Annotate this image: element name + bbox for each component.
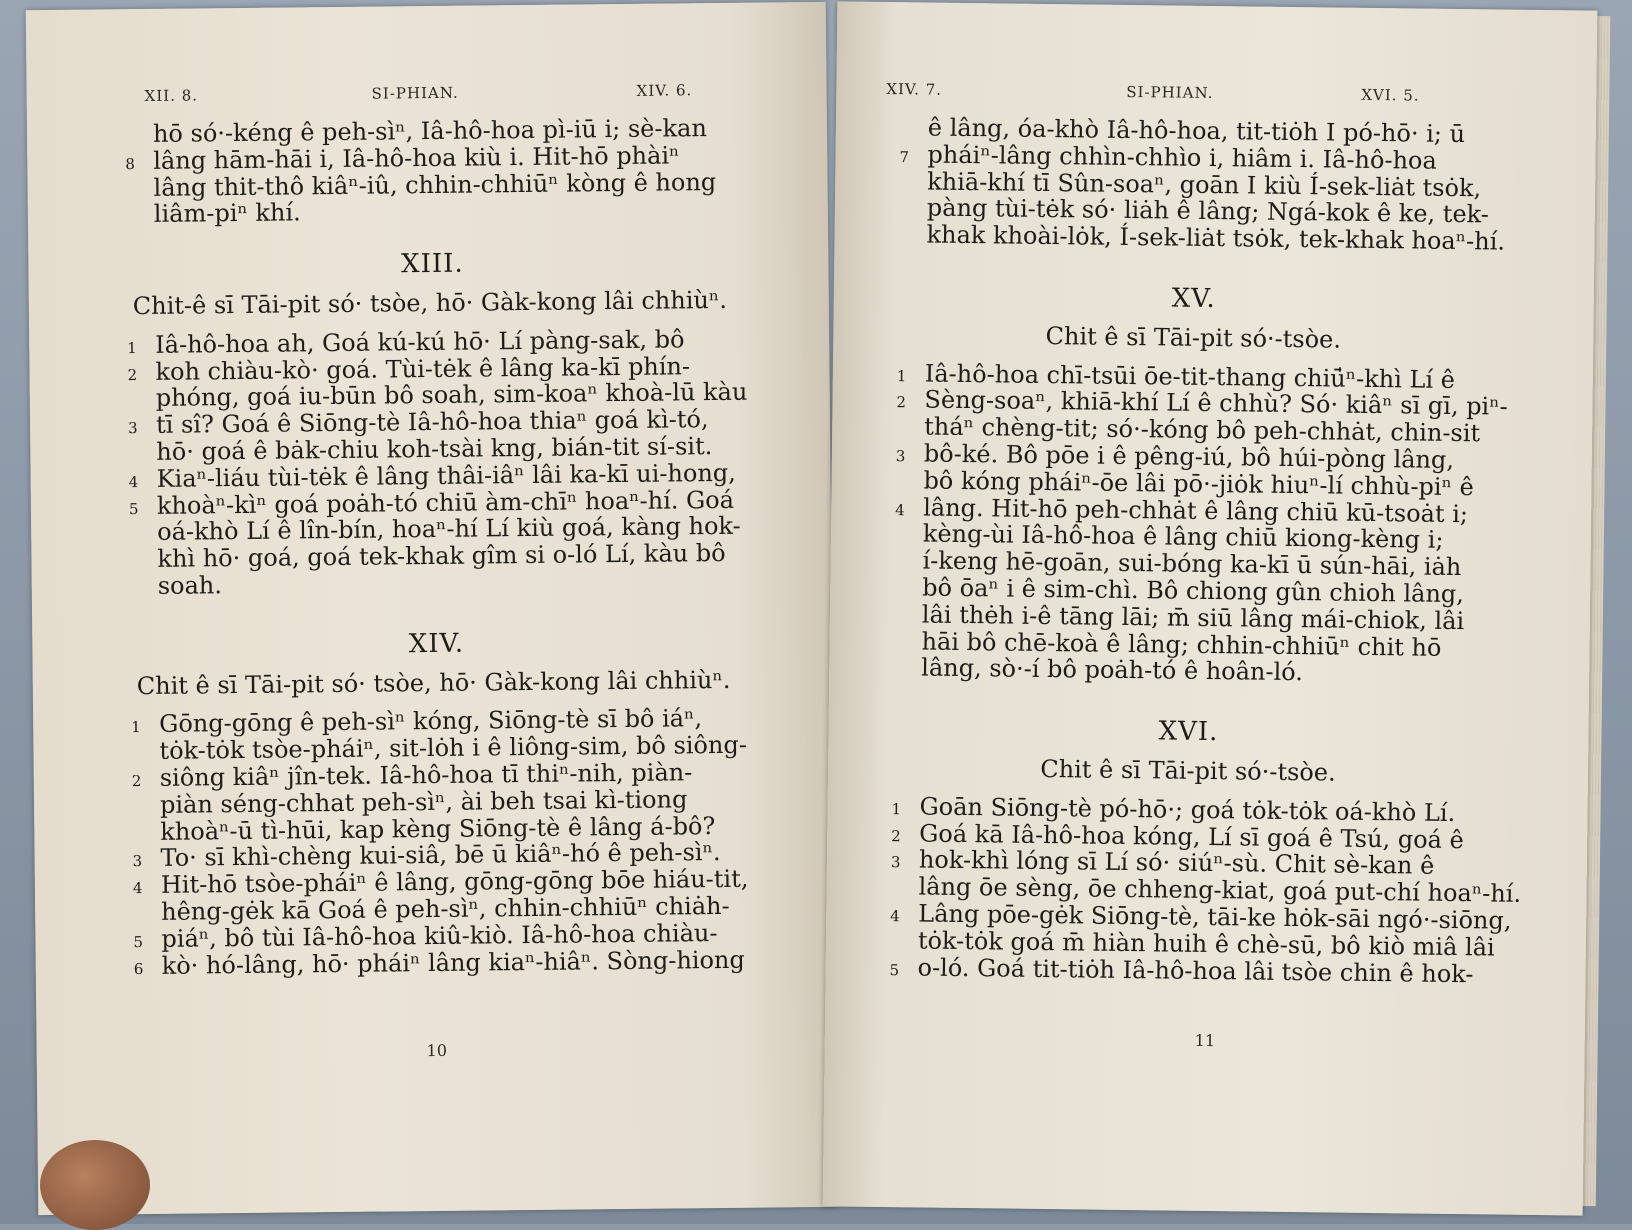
line-text: í-keng hē-goān, sui-bóng ka-kī ū sún-hāi, iȧh: [922, 546, 1462, 582]
chapter-heading-xv: XV.: [1171, 283, 1216, 315]
verse-number: 5: [133, 932, 144, 951]
verse-number: 2: [891, 826, 901, 845]
chapter-xvi-verses: [889, 792, 1522, 988]
line-text: kò· hó-lâng, hō· pháiⁿ lâng kiaⁿ-hiâⁿ. Sòng-hiong: [161, 945, 745, 980]
line-text: tȯk-tȯk goá m̄ hiàn huih ê chè-sū, bô kiò miâ lâi: [917, 926, 1495, 962]
line-text: soah.: [157, 571, 223, 600]
verse-number: 4: [132, 879, 143, 898]
chapter-superscription-xv: Chit ê sī Tāi-pit só·-tsòe.: [1045, 321, 1342, 354]
text-line: [904, 220, 1506, 256]
right-text-block: [889, 113, 1522, 988]
left-page: [26, 2, 839, 1215]
chapter-xiv-verses: [131, 704, 749, 980]
line-text: Hit-hō tsòe-pháiⁿ ê lâng, gōng-gōng bōe hiáu-tit,: [160, 864, 749, 899]
line-text: khak khoài-lȯk, Í-sek-liȧt tsȯk, tek-khak hoaⁿ-hí.: [926, 220, 1506, 256]
line-text: Goá kā Iâ-hô-hoa kóng, Lí sī goá ê Tsú, goá ê: [919, 818, 1464, 854]
text-line: [132, 195, 732, 228]
chapter-heading-xiii: XIII.: [400, 248, 464, 280]
chapter-superscription-xiii: Chit-ê sī Tāi-pit só· tsòe, hō· Gàk-kong lâi chhiùⁿ.: [132, 285, 728, 321]
chapter-xiii-verses: [127, 325, 748, 600]
line-text: lâng ōe sèng, ōe chheng-kiat, goá put-chí hoaⁿ-hí.: [918, 872, 1522, 908]
verse-number: 7: [899, 147, 910, 167]
verse-number: 6: [133, 959, 144, 978]
left-continuation-lines: [125, 114, 732, 229]
line-text: koh chiàu-kò· goá. Tùi-tėk ê lâng ka-kī phín-: [155, 351, 691, 386]
line-text: hāi bô chē-koà ê lâng; chhin-chhiūⁿ chit hō: [921, 627, 1442, 662]
line-text: Goān Siōng-tè pó-hō·; goá tȯk-tȯk oá-khò Lí.: [919, 792, 1456, 827]
chapter-xv-verses: [895, 359, 1508, 689]
line-text: Sèng-soaⁿ, khiā-khí Lí ê chhù? Só· kiâⁿ sī gī, piⁿ-: [924, 385, 1508, 421]
text-line: [133, 945, 745, 980]
chapter-superscription-xiv: Chit ê sī Tāi-pit só· tsòe, hō· Gàk-kong lâi chhiùⁿ.: [136, 665, 731, 700]
thumb: [40, 1140, 150, 1230]
verse-number: 5: [128, 499, 139, 518]
verse-number: 4: [128, 472, 139, 491]
verse-number: 1: [131, 718, 141, 737]
verse-number: 8: [125, 154, 135, 173]
left-header-ref-start: XII. 8.: [144, 86, 199, 105]
line-text: tī sî? Goá ê Siōng-tè Iâ-hô-hoa thiaⁿ goá kì-tó,: [155, 405, 709, 440]
line-text: kèng-ùi Iâ-hô-hoa ê lâng chiū kiong-kèng i;: [922, 519, 1444, 555]
line-text: tȯk-tȯk tsòe-pháiⁿ, sit-lȯh i ê liông-sim, bô siông-: [159, 730, 747, 766]
line-text: khiā-khí tī Sûn-soaⁿ, goān I kiù Í-sek-liȧt tsȯk,: [927, 167, 1482, 202]
line-text: To· sī khì-chèng kui-siâ, bē ū kiâⁿ-hó ê peh-sìⁿ.: [160, 838, 721, 873]
line-text: siông kiâⁿ jîn-tek. Iâ-hô-hoa tī thiⁿ-nih, piàn-: [159, 758, 693, 792]
line-text: bô ōaⁿ i ê sim-chì. Bô chiong gûn chioh lâng,: [922, 573, 1465, 609]
line-text: Iâ-hô-hoa ah, Goá kú-kú hō· Lí pàng-sak, bô: [155, 325, 685, 359]
verse-number: 3: [132, 852, 143, 871]
line-text: bô-ké. Bô pōe i ê pêng-iú, bô húi-pòng lâng,: [923, 439, 1455, 474]
line-text: khoàⁿ-ū tì-hūi, kap kèng Siōng-tè ê lâng á-bô?: [160, 811, 716, 846]
line-text: khoàⁿ-kìⁿ goá poȧh-tó chiū àm-chīⁿ hoaⁿ-hí. Goá: [156, 485, 735, 520]
line-text: Gōng-gōng ê peh-sìⁿ kóng, Siōng-tè sī bô iáⁿ,: [159, 704, 703, 739]
verse-number: 2: [896, 393, 907, 412]
verse-number: 1: [891, 799, 902, 818]
line-text: piáⁿ, bô tùi Iâ-hô-hoa kiû-kiò. Iâ-hô-hoa chiàu-: [161, 918, 718, 953]
line-text: liâm-piⁿ khí.: [153, 198, 301, 229]
chapter-superscription-xvi: Chit ê sī Tāi-pit só·-tsòe.: [1040, 754, 1336, 787]
line-text: ê lâng, óa-khò Iâ-hô-hoa, tit-tiȯh I pó-hō· i; ū: [927, 113, 1466, 149]
right-header-ref-end: XVI. 5.: [1361, 85, 1420, 105]
line-text: phóng, goá iu-būn bô soah, sim-koaⁿ khoà-lū kàu: [155, 378, 748, 413]
verse-number: 3: [895, 447, 906, 466]
line-text: lâng. Hit-hō peh-chhȧt ê lâng chiū kū-tsoȧt i;: [923, 493, 1469, 528]
line-text: Kiaⁿ-liáu tùi-tėk ê lâng thâi-iâⁿ lâi ka-kī ui-hong,: [156, 458, 736, 493]
line-text: Iâ-hô-hoa chī-tsūi ōe-tit-thang chiū̍ⁿ-khì Lí ê: [924, 359, 1456, 394]
line-text: hok-khì lóng sī Lí só· siúⁿ-sù. Chit sè-kan ê: [918, 845, 1435, 881]
line-text: hō· goá ê bȧk-chiu koh-tsài kng, bián-tit sí-sit.: [156, 432, 713, 466]
verse-number: 2: [131, 771, 142, 791]
chapter-heading-xvi: XVI.: [1158, 716, 1219, 748]
right-page: [823, 1, 1598, 1215]
text-line: [889, 952, 1475, 988]
line-text: bô kóng pháiⁿ-ōe lâi pō·-jiȯk hiuⁿ-lí chhù-piⁿ ê: [923, 466, 1474, 501]
verse-number: 2: [127, 365, 138, 384]
verse-number: 3: [890, 853, 901, 872]
left-running-title: SI-PHIAN.: [371, 83, 459, 103]
line-text: hō só·-kéng ê peh-sìⁿ, Iâ-hô-hoa pì-iū i; sè-kan: [152, 114, 707, 148]
verse-number: 1: [896, 366, 907, 385]
verse-number: 3: [128, 419, 138, 438]
right-running-title: SI-PHIAN.: [1126, 82, 1214, 103]
text-line: [136, 567, 736, 600]
right-continuation-lines: [899, 113, 1506, 256]
line-text: hêng-gėk kā Goá ê peh-sìⁿ, chhin-chhiūⁿ chiȧh-: [161, 891, 730, 926]
line-text: piàn séng-chhat peh-sìⁿ, ài beh tsai kì-tiong: [159, 785, 688, 819]
line-text: o-ló. Goá tit-tiȯh Iâ-hô-hoa lâi tsòe chin ê hok-: [917, 952, 1474, 988]
line-text: oá-khò Lí ê lîn-bín, hoaⁿ-hí Lí kiù goá, kàng hok-: [157, 512, 741, 547]
verse-number: 4: [890, 907, 900, 926]
text-line: [899, 655, 1479, 689]
line-text: pàng tùi-tėk só· liȧh ê lâng; Ngá-kok ê ke, tek-: [926, 193, 1490, 229]
line-text: lâng, sò·-í bô poȧh-tó ê hoân-ló.: [921, 653, 1304, 687]
chapter-heading-xiv: XIV.: [408, 628, 465, 659]
line-text: lâng thit-thô kiâⁿ-iû, chhin-chhiūⁿ kòng ê hong: [153, 167, 717, 202]
line-text: lâng hām-hāi i, Iâ-hô-hoa kiù i. Hit-hō phàiⁿ: [153, 141, 680, 175]
line-text: khì hō· goá, goá tek-khak gîm si o-ló Lí, kàu bô: [157, 539, 726, 574]
line-text: tháⁿ chèng-tit; só·-kóng bô peh-chhȧt, chin-sit: [924, 412, 1481, 448]
verse-number: 5: [889, 960, 900, 979]
line-text: lâi thėh i-ê tāng lāi; m̄ siū lâng mái-chiok, lâi: [921, 600, 1465, 635]
right-header-ref-start: XIV. 7.: [886, 80, 943, 99]
verse-number: 1: [127, 338, 137, 357]
open-book: [18, 6, 1608, 1216]
line-text: Lâng pōe-gėk Siōng-tè, tāi-ke hȯk-sāi ngó·-siōng,: [918, 899, 1512, 935]
line-text: pháiⁿ-lâng chhìn-chhìo i, hiâm i. Iâ-hô-hoa: [927, 140, 1437, 175]
right-page-number: 11: [1194, 1030, 1216, 1051]
left-header-ref-end: XIV. 6.: [636, 81, 693, 100]
left-page-number: 10: [426, 1040, 448, 1061]
left-text-block: [125, 114, 749, 980]
verse-number: 4: [895, 500, 905, 519]
